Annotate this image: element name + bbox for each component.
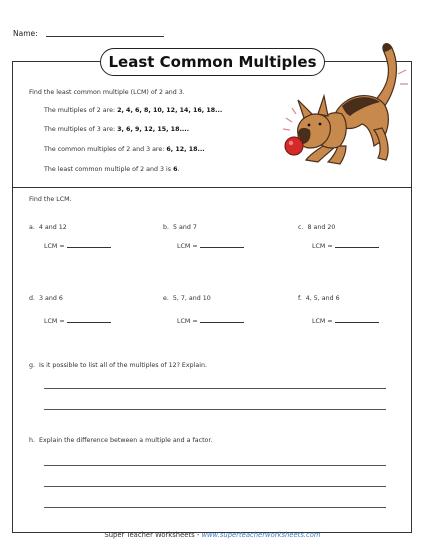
lcm-answer-d[interactable] xyxy=(44,318,111,325)
lcm-answer-line[interactable] xyxy=(200,322,244,323)
problem-text: 8 and 20 xyxy=(307,224,336,231)
answer-line[interactable] xyxy=(44,507,386,508)
dog-with-ball-illustration xyxy=(276,34,416,174)
problem-text: 3 and 6 xyxy=(39,295,63,302)
intro-prompt: Find the least common multiple (LCM) of 2 and 3. xyxy=(29,89,185,96)
page-title: Least Common Multiples xyxy=(100,48,325,76)
intro-line-2-values: 3, 6, 9, 12, 15, 18.... xyxy=(117,126,190,133)
problem-letter: d. xyxy=(29,295,35,302)
lcm-label: LCM = xyxy=(312,243,333,250)
question-letter: g. xyxy=(29,362,35,369)
footer-brand: Super Teacher Worksheets xyxy=(104,531,195,539)
intro-line-4-suffix: . xyxy=(177,166,180,173)
problem-letter: e. xyxy=(163,295,169,302)
name-line[interactable] xyxy=(46,36,164,37)
lcm-label: LCM = xyxy=(312,318,333,325)
intro-line-1-values: 2, 4, 6, 8, 10, 12, 14, 16, 18... xyxy=(117,107,223,114)
answer-line[interactable] xyxy=(44,409,386,410)
problem-letter: b. xyxy=(163,224,169,231)
section-instruction: Find the LCM. xyxy=(29,196,72,203)
answer-line[interactable] xyxy=(44,465,386,466)
intro-line-3-prefix: The common multiples of 2 and 3 are: xyxy=(44,146,167,153)
problem-text: 5, 7, and 10 xyxy=(172,295,211,302)
problem-text: 4, 5, and 6 xyxy=(305,295,340,302)
lcm-answer-line[interactable] xyxy=(200,247,244,248)
intro-line-4-value: 6 xyxy=(173,166,178,173)
lcm-answer-line[interactable] xyxy=(67,322,111,323)
answer-line[interactable] xyxy=(44,486,386,487)
lcm-answer-a[interactable] xyxy=(44,243,111,250)
intro-line-3-values: 6, 12, 18... xyxy=(166,146,205,153)
answer-line[interactable] xyxy=(44,388,386,389)
problem-c xyxy=(298,224,335,231)
problem-f xyxy=(298,295,340,302)
question-text: Explain the difference between a multiple and a factor. xyxy=(39,437,213,444)
problem-a xyxy=(29,224,67,231)
intro-line-1-prefix: The multiples of 2 are: xyxy=(44,107,118,114)
problem-text: 5 and 7 xyxy=(173,224,197,231)
lcm-label: LCM = xyxy=(44,318,65,325)
lcm-answer-e[interactable] xyxy=(177,318,244,325)
lcm-answer-line[interactable] xyxy=(67,247,111,248)
intro-line-2 xyxy=(44,126,189,133)
lcm-answer-c[interactable] xyxy=(312,243,379,250)
footer-separator: - xyxy=(194,531,202,539)
intro-line-4-prefix: The least common multiple of 2 and 3 is xyxy=(44,166,174,173)
lcm-answer-line[interactable] xyxy=(335,247,379,248)
problem-text: 4 and 12 xyxy=(38,224,67,231)
footer xyxy=(0,531,425,539)
problem-e xyxy=(163,295,211,302)
problem-b xyxy=(163,224,197,231)
footer-url-link[interactable]: www.superteacherworksheets.com xyxy=(201,531,321,539)
question-g xyxy=(29,362,207,369)
problem-letter: f. xyxy=(298,295,302,302)
intro-line-4 xyxy=(44,166,179,173)
intro-line-2-prefix: The multiples of 3 are: xyxy=(44,126,118,133)
problem-letter: c. xyxy=(298,224,304,231)
question-letter: h. xyxy=(29,437,35,444)
problem-letter: a. xyxy=(29,224,35,231)
intro-line-3 xyxy=(44,146,205,153)
lcm-answer-b[interactable] xyxy=(177,243,244,250)
lcm-label: LCM = xyxy=(177,318,198,325)
intro-line-1 xyxy=(44,107,222,114)
question-text: Is it possible to list all of the multiples of 12? Explain. xyxy=(39,362,207,369)
lcm-label: LCM = xyxy=(177,243,198,250)
lcm-answer-line[interactable] xyxy=(335,322,379,323)
question-h xyxy=(29,437,212,444)
section-divider xyxy=(12,187,412,188)
lcm-label: LCM = xyxy=(44,243,65,250)
lcm-answer-f[interactable] xyxy=(312,318,379,325)
name-label: Name: xyxy=(13,29,38,38)
problem-d xyxy=(29,295,63,302)
